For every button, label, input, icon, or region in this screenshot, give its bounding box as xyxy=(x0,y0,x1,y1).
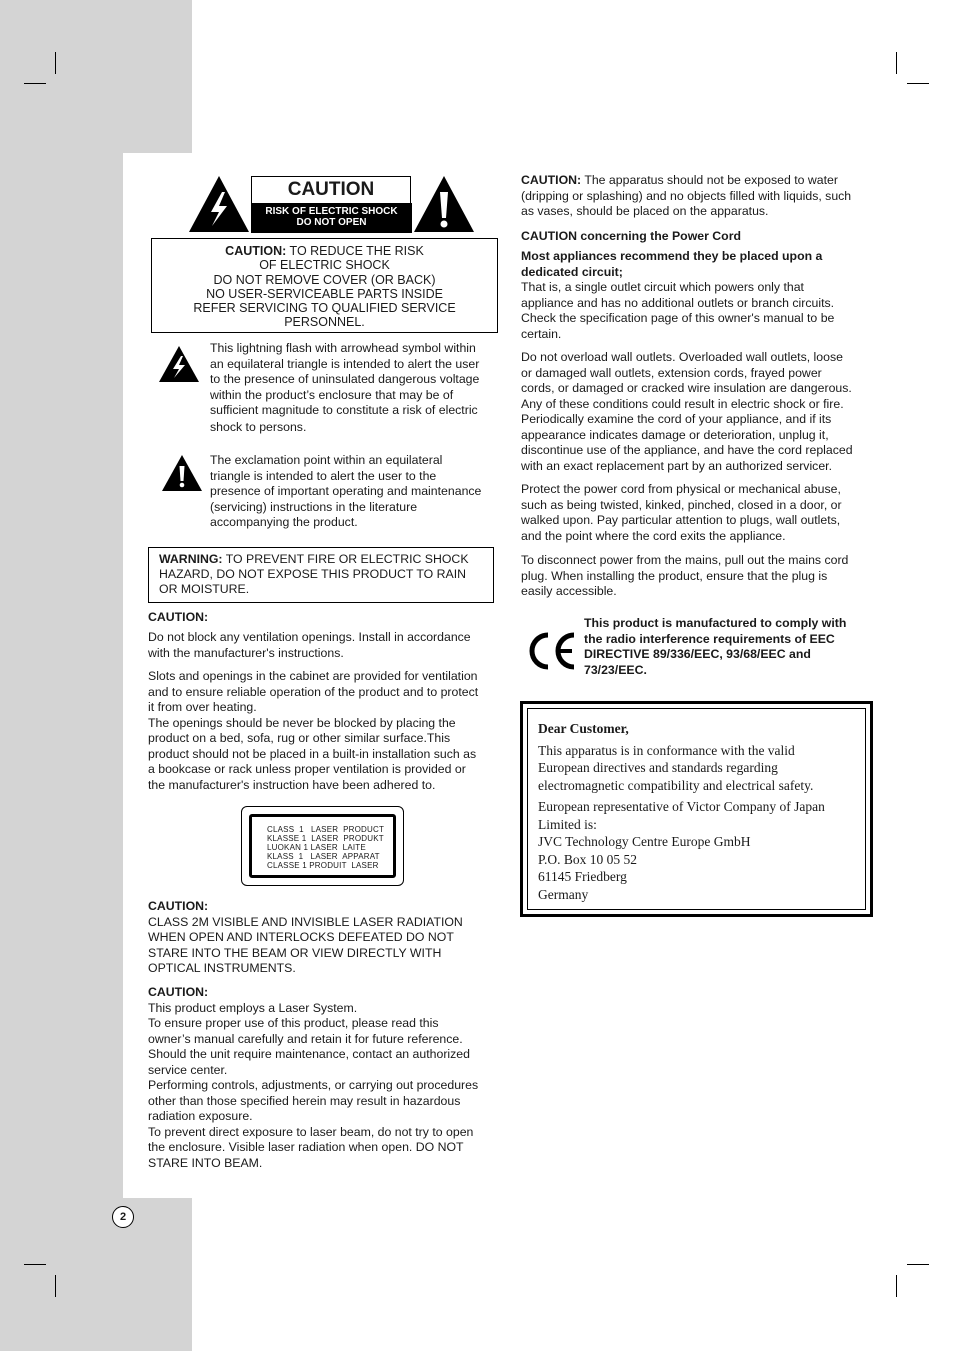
customer-notice-box xyxy=(520,701,873,917)
power-cord-paragraph xyxy=(521,249,881,342)
caution-line: PERSONNEL. xyxy=(284,315,365,330)
text-line: To ensure proper use of this product, please read this xyxy=(148,1016,439,1030)
caution-line: OF ELECTRIC SHOCK xyxy=(259,258,390,273)
crop-mark xyxy=(896,52,897,74)
lightning-symbol-icon xyxy=(158,345,200,383)
laser-label-line: LUOKAN 1 LASER LAITE xyxy=(267,843,366,853)
page-number: 2 xyxy=(112,1206,134,1228)
text-line: That is, a single outlet circuit which powers only that xyxy=(521,280,804,294)
text-line: dedicated circuit; xyxy=(521,264,623,279)
text-line: European directives and standards regarding xyxy=(538,760,778,775)
crop-mark xyxy=(24,1264,46,1265)
text-line: OPTICAL INSTRUMENTS. xyxy=(148,961,296,975)
ventilation-paragraph xyxy=(148,630,503,661)
power-cord-paragraph xyxy=(521,350,881,474)
text-line: product on a bed, sofa, rug or other similar surface.This xyxy=(148,731,451,745)
text-line: CLASS 2M VISIBLE AND INVISIBLE LASER RADIATION xyxy=(148,914,463,929)
text-line: Any of these conditions could result in electric shock or fire. xyxy=(521,396,844,411)
text-line: Slots and openings in the cabinet are provided for ventilation xyxy=(148,669,478,683)
text-line: other than those specified herein may result in hazardous xyxy=(148,1093,461,1108)
text-line: it from over heating. xyxy=(148,700,257,714)
text-line: (servicing) instructions in the literature xyxy=(210,499,418,514)
text-line: Periodically examine the cord of your appliance, and if its xyxy=(521,412,832,426)
section-heading: CAUTION: xyxy=(148,899,209,913)
caution-subtitle-line: RISK OF ELECTRIC SHOCK xyxy=(265,206,398,217)
caution-line: TO REDUCE THE RISK xyxy=(286,244,424,258)
text-line: an equilateral triangle is intended to alert the user xyxy=(210,356,480,371)
section-heading: CAUTION concerning the Power Cord xyxy=(521,229,741,243)
text-line: the enclosure. Visible laser radiation when open. DO NOT xyxy=(148,1140,464,1154)
text-line: certain. xyxy=(521,326,562,341)
ce-notice xyxy=(584,616,874,678)
text-line: owner’s manual carefully and retain it for future reference. xyxy=(148,1031,463,1046)
text-line: presence of important operating and maintenance xyxy=(210,484,482,498)
text-line: triangle is intended to alert the user to the xyxy=(210,468,437,483)
power-cord-paragraph xyxy=(521,482,881,544)
text-line: 73/23/EEC. xyxy=(584,662,647,677)
caution-label: CAUTION: xyxy=(521,173,582,187)
text-line: within the product’s enclosure that may be of xyxy=(210,387,454,402)
text-line: with an exact replacement part by an authorized servicer. xyxy=(521,458,833,473)
text-line: This apparatus is in conformance with the valid xyxy=(538,742,795,758)
page-margin-bottom xyxy=(0,1198,192,1351)
text-line: walked upon. Pay particular attention to plugs, wall outlets, xyxy=(521,513,841,527)
ce-mark-icon xyxy=(526,631,578,671)
ventilation-paragraph xyxy=(148,669,503,793)
lightning-warning-icon xyxy=(187,174,251,234)
warning-label: WARNING: xyxy=(159,552,223,566)
caution-label: CAUTION: xyxy=(225,244,287,258)
text-line: The openings should be never be blocked by placing the xyxy=(148,715,456,730)
laser-label-frame xyxy=(249,814,396,878)
laser-label-line: KLASS 1 LASER APPARAT xyxy=(267,852,380,862)
text-line: Limited is: xyxy=(538,816,597,832)
text-line: the manufacturer's instruction have been adhered to. xyxy=(148,777,436,792)
text-line: WHEN OPEN AND INTERLOCKS DEFEATED DO NOT xyxy=(148,930,454,944)
text-line: European representative of Victor Company of Japan xyxy=(538,799,825,814)
text-line: HAZARD, DO NOT EXPOSE THIS PRODUCT TO RAIN xyxy=(159,566,467,581)
text-line: STARE INTO THE BEAM OR VIEW DIRECTLY WITH xyxy=(148,945,442,960)
text-line: P.O. Box 10 05 52 xyxy=(538,851,638,867)
text-line: or damaged wall outlets, extension cords, frayed power xyxy=(521,365,822,380)
page-margin-left xyxy=(0,153,123,1198)
crop-mark xyxy=(55,52,56,74)
text-line: appearance indicates damage or deterioration, unplug it, xyxy=(521,427,829,442)
crop-mark xyxy=(907,1264,929,1265)
text-line: to the presence of uninsulated dangerous voltage xyxy=(210,372,480,386)
text-line: accompanying the product. xyxy=(210,515,358,529)
text-line: easily accessible. xyxy=(521,584,617,598)
text-line: Protect the power cord from physical or mechanical abuse, xyxy=(521,482,841,496)
text-line: and to ensure reliable operation of the product and to protect xyxy=(148,684,479,699)
caution-line: REFER SERVICING TO QUALIFIED SERVICE xyxy=(193,301,456,316)
text-line: STARE INTO BEAM. xyxy=(148,1155,263,1170)
text-line: Most appliances recommend they be placed upon a xyxy=(521,249,823,263)
crop-mark xyxy=(24,83,46,84)
exclamation-symbol-icon xyxy=(161,454,203,492)
text-line: service center. xyxy=(148,1062,228,1077)
caution-line: DO NOT REMOVE COVER (OR BACK) xyxy=(213,272,436,287)
laser-class-label xyxy=(241,806,404,886)
text-line: plug. When installing the product, ensure that the plug is xyxy=(521,568,828,583)
laser-system-caution xyxy=(148,985,503,1171)
crop-mark xyxy=(907,83,929,84)
caution-subtitle-line: DO NOT OPEN xyxy=(296,217,367,228)
page-margin-top xyxy=(0,0,192,153)
laser-label-line: CLASSE 1 PRODUIT LASER xyxy=(267,861,379,871)
text-line: such as being twisted, kinked, pinched, closed in a door, or xyxy=(521,497,842,512)
laser-label-line: CLASS 1 LASER PRODUCT xyxy=(267,825,385,834)
text-line: as vases, should be placed on the apparatus. xyxy=(521,204,769,218)
text-line: The apparatus should not be exposed to water xyxy=(581,173,838,187)
laser-caution xyxy=(148,899,503,977)
text-line: and the point where the cord exits the appliance. xyxy=(521,528,786,543)
text-line: a bookcase or rack unless proper ventilation is provided or xyxy=(148,762,466,776)
text-line: Check the specification page of this owner's manual to be xyxy=(521,311,835,325)
caution-subtitle xyxy=(251,203,412,233)
text-line: electromagnetic compatibility and electrical safety. xyxy=(538,777,814,793)
exclamation-warning-icon xyxy=(412,174,476,234)
caution-title: CAUTION xyxy=(251,176,411,205)
text-line: TO PREVENT FIRE OR ELECTRIC SHOCK xyxy=(222,552,469,566)
text-line: OR MOISTURE. xyxy=(159,581,250,596)
water-caution xyxy=(521,173,881,220)
text-line: Should the unit require maintenance, contact an authorized xyxy=(148,1047,470,1061)
text-line: 61145 Friedberg xyxy=(538,869,627,884)
lightning-description xyxy=(210,341,500,435)
text-line: radiation exposure. xyxy=(148,1109,253,1123)
crop-mark xyxy=(55,1275,56,1297)
text-line: DIRECTIVE 89/336/EEC, 93/68/EEC and xyxy=(584,647,811,661)
caution-risk-box xyxy=(151,238,498,333)
text-line: (dripping or splashing) and no objects filled with liquids, such xyxy=(521,188,852,203)
text-line: Do not overload wall outlets. Overloaded wall outlets, loose xyxy=(521,350,843,364)
warning-box xyxy=(148,547,494,603)
text-line: Do not block any ventilation openings. Install in accordance xyxy=(148,630,471,644)
caution-line: NO USER-SERVICEABLE PARTS INSIDE xyxy=(206,286,443,301)
text-line: Performing controls, adjustments, or carrying out procedures xyxy=(148,1078,479,1092)
text-line: This product employs a Laser System. xyxy=(148,1000,358,1015)
laser-label-line: KLASSE 1 LASER PRODUKT xyxy=(267,834,384,844)
crop-mark xyxy=(896,1275,897,1297)
text-line: with the manufacturer's instructions. xyxy=(148,645,344,660)
text-line: This lightning flash with arrowhead symbol within xyxy=(210,341,476,355)
text-line: The exclamation point within an equilateral xyxy=(210,453,443,467)
section-heading: CAUTION: xyxy=(148,610,209,624)
exclamation-description xyxy=(210,453,500,531)
text-line: sufficient magnitude to constitute a risk of electric xyxy=(210,403,478,417)
text-line: cords, or damaged or cracked wire insulation are dangerous. xyxy=(521,381,852,395)
text-line: discontinue use of the appliance, and have the cord replaced xyxy=(521,443,853,457)
text-line: To prevent direct exposure to laser beam, do not try to open xyxy=(148,1124,474,1139)
power-cord-paragraph xyxy=(521,553,881,600)
text-line: This product is manufactured to comply with xyxy=(584,616,847,630)
text-line: To disconnect power from the mains, pull out the mains cord xyxy=(521,553,849,567)
section-heading: CAUTION: xyxy=(148,985,209,999)
text-line: the radio interference requirements of EEC xyxy=(584,631,835,646)
text-line: JVC Technology Centre Europe GmbH xyxy=(538,834,751,849)
text-line: appliance and has no additional outlets or branch circuits. xyxy=(521,295,835,310)
customer-notice-frame xyxy=(527,708,866,910)
text-line: Germany xyxy=(538,886,589,902)
text-line: product should not be placed in a built-in installation such as xyxy=(148,746,477,761)
customer-greeting: Dear Customer, xyxy=(538,721,629,736)
text-line: shock to persons. xyxy=(210,419,307,434)
